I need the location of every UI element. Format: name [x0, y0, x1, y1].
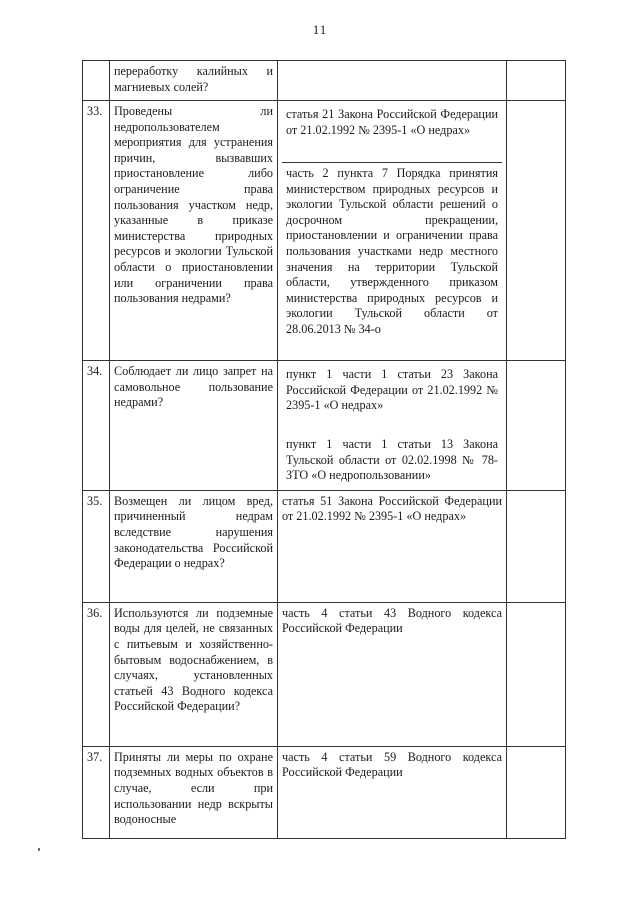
reference-cell: часть 4 статьи 59 Водного кодекса Российской Федерации	[278, 746, 507, 838]
table-row	[83, 361, 566, 491]
table-row	[83, 101, 566, 361]
row-number	[83, 61, 110, 101]
reference-cell	[278, 101, 507, 361]
question-cell: Проведены ли недропользователем мероприятия для устранения причин, вызвавших приостановление либо ограничение права пользования участком недр, указанные в приказе министерства природных ресурсов и экологии Тульской области о приостановлении или ограничении права пользования недрами?	[110, 101, 278, 361]
answer-cell	[507, 746, 566, 838]
answer-cell	[507, 490, 566, 602]
row-number: 37.	[83, 746, 110, 838]
legal-reference: пункт 1 части 1 статьи 23 Закона Российской Федерации от 21.02.1992 № 2395-1 «О недрах»	[286, 367, 498, 413]
table-row	[83, 746, 566, 838]
checklist-table	[82, 60, 566, 839]
question-cell: переработку калийных и магниевых солей?	[110, 61, 278, 101]
scan-speck	[38, 848, 40, 851]
row-number: 35.	[83, 490, 110, 602]
reference-cell	[278, 61, 507, 101]
answer-cell	[507, 101, 566, 361]
table-row	[83, 490, 566, 602]
legal-reference: статья 21 Закона Российской Федерации от 21.02.1992 № 2395-1 «О недрах»	[286, 107, 498, 137]
reference-cell	[278, 361, 507, 491]
legal-reference: часть 2 пункта 7 Порядка принятия министерством природных ресурсов и экологии Тульской области решений о досрочном прекращении, приостановлении и ограничении права пользования участками недр местного значения на территории Тульской области, утвержденного приказом министерства природных ресурсов и экологии Тульской области от 28.06.2013 № 34-о	[282, 162, 502, 357]
question-cell: Приняты ли меры по охране подземных водных объектов в случае, если при использовании недр вскрыты водоносные	[110, 746, 278, 838]
table-row	[83, 61, 566, 101]
table-row	[83, 602, 566, 746]
answer-cell	[507, 61, 566, 101]
row-number: 33.	[83, 101, 110, 361]
question-cell: Используются ли подземные воды для целей, не связанных с питьевым и хозяйственно-бытовым водоснабжением, в случаях, установленных статьей 43 Водного кодекса Российской Федерации?	[110, 602, 278, 746]
question-cell: Возмещен ли лицом вред, причиненный недрам вследствие нарушения законодательства Российской Федерации о недрах?	[110, 490, 278, 602]
answer-cell	[507, 361, 566, 491]
row-number: 34.	[83, 361, 110, 491]
reference-cell: статья 51 Закона Российской Федерации от 21.02.1992 № 2395-1 «О недрах»	[278, 490, 507, 602]
question-cell: Соблюдает ли лицо запрет на самовольное пользование недрами?	[110, 361, 278, 491]
page-number: 11	[312, 22, 328, 37]
reference-cell: часть 4 статьи 43 Водного кодекса Российской Федерации	[278, 602, 507, 746]
row-number: 36.	[83, 602, 110, 746]
legal-reference: пункт 1 части 1 статьи 13 Закона Тульской области от 02.02.1998 № 78-ЗТО «О недропользовании»	[286, 437, 498, 483]
answer-cell	[507, 602, 566, 746]
